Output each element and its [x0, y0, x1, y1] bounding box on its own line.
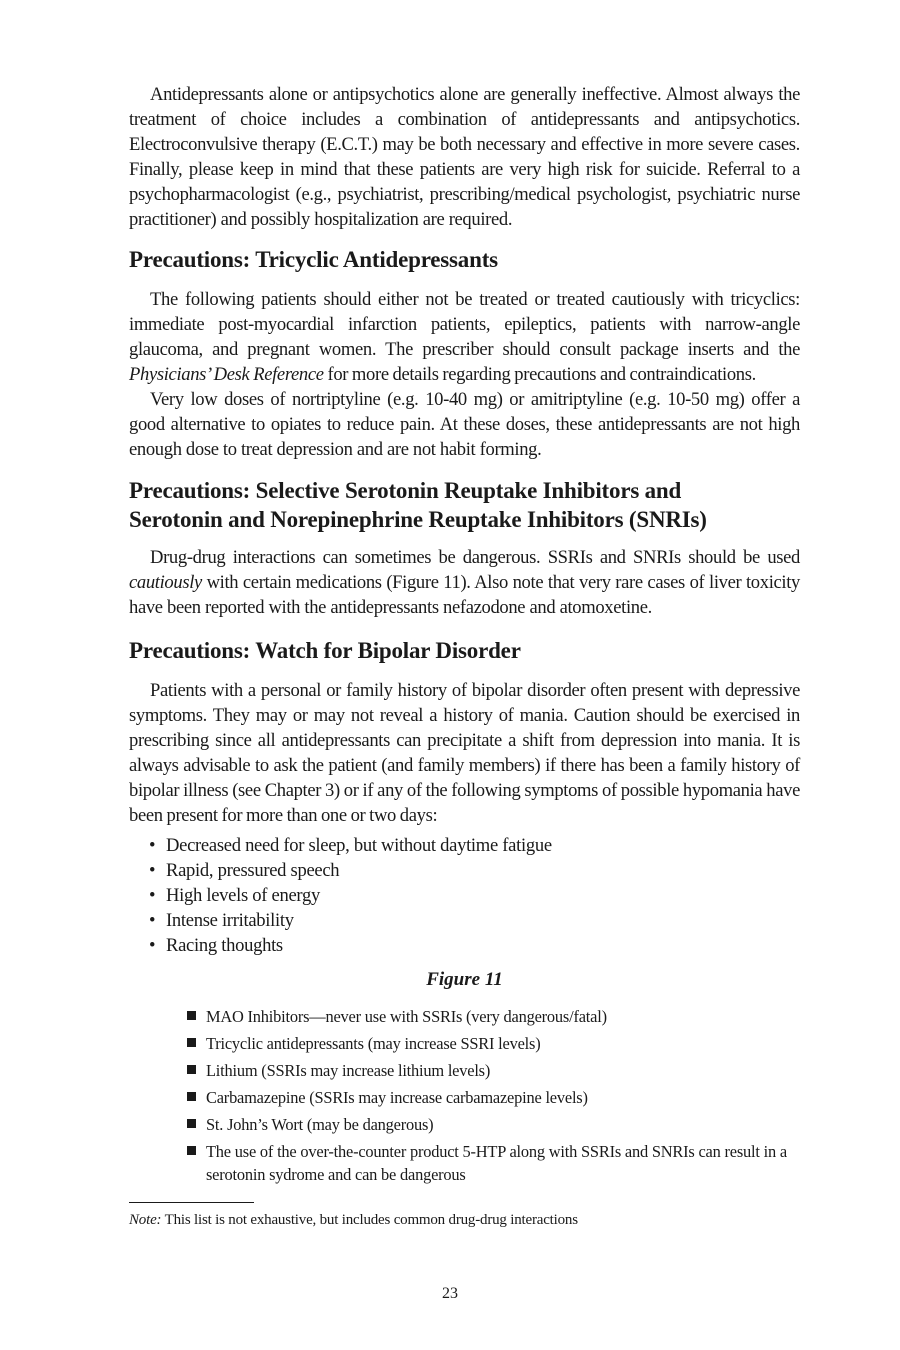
square-bullet-icon — [187, 1092, 196, 1101]
list-item-text: MAO Inhibitors—never use with SSRIs (very dangerous/fatal) — [206, 1007, 607, 1026]
bullet-icon: • — [149, 860, 156, 881]
footnote-divider — [129, 1202, 254, 1203]
tricyclic-paragraph-2: Very low doses of nortriptyline (e.g. 10-40 mg) or amitriptyline (e.g. 10-50 mg) offer a good alternative to opiates to reduce pain. At these doses, these antidepressants are not high enough dose to treat depression and are not habit forming. — [129, 389, 800, 460]
figure-note — [129, 1210, 800, 1230]
square-bullet-icon — [187, 1146, 196, 1155]
list-item — [187, 1086, 800, 1109]
bullet-icon: • — [149, 835, 156, 856]
list-item-text: Lithium (SSRIs may increase lithium levels) — [206, 1061, 491, 1080]
page-body — [129, 82, 800, 1230]
ssri-para-text: Drug-drug interactions can sometimes be dangerous. SSRIs and SNRIs should be used — [150, 547, 800, 568]
cautiously-italic: cautiously — [129, 572, 202, 593]
tricyclic-para1-text-end: for more details regarding precautions and contraindications. — [323, 364, 756, 385]
bullet-icon: • — [149, 910, 156, 931]
figure-title: Figure 11 — [426, 969, 503, 990]
square-bullet-icon — [187, 1038, 196, 1047]
heading-bipolar: Precautions: Watch for Bipolar Disorder — [129, 638, 521, 663]
heading-ssri-snri — [129, 476, 800, 534]
list-item — [187, 1059, 800, 1082]
list-item-text: Carbamazepine (SSRIs may increase carbamazepine levels) — [206, 1088, 588, 1107]
square-bullet-icon — [187, 1065, 196, 1074]
list-item-text: Decreased need for sleep, but without daytime fatigue — [166, 835, 552, 856]
list-item-text: Racing thoughts — [166, 935, 283, 956]
list-item — [187, 1005, 800, 1028]
list-item-text: Rapid, pressured speech — [166, 860, 340, 881]
list-item — [187, 1113, 800, 1136]
bipolar-paragraph: Patients with a personal or family history of bipolar disorder often present with depressive symptoms. They may or may not reveal a history of mania. Caution should be exercised in prescribing since all antidepressants can precipitate a shift from depression into mania. It is always advisable to ask the patient (and family members) if there has been a family history of bipolar illness (see Chapter 3) or if any of the following symptoms of possible hypomania have been present for more than one or two days: — [129, 680, 800, 826]
list-item-text: St. John’s Wort (may be dangerous) — [206, 1115, 434, 1134]
list-item — [187, 1140, 800, 1186]
list-item — [149, 858, 800, 883]
tricyclic-para1-text: The following patients should either not be treated or treated cautiously with tricyclics: immediate post-myocardial infarction patients, epileptics, patients with narrow-angle glaucoma, and pregnant women. The prescriber should consult package inserts and the — [129, 289, 800, 360]
list-item-text: The use of the over-the-counter product 5-HTP along with SSRIs and SNRIs can result in a serotonin sydrome and can be dangerous — [206, 1142, 787, 1184]
note-text: This list is not exhaustive, but includes common drug-drug interactions — [161, 1212, 578, 1228]
bullet-icon: • — [149, 885, 156, 906]
ssri-paragraph — [129, 545, 800, 620]
list-item-text: Tricyclic antidepressants (may increase SSRI levels) — [206, 1034, 541, 1053]
intro-paragraph: Antidepressants alone or antipsychotics alone are generally ineffective. Almost always the treatment of choice includes a combination of antidepressants and antipsychotics. Electroconvulsive therapy (E.C.T.) may be both necessary and effective in more severe cases. Finally, please keep in mind that these patients are very high risk for suicide. Referral to a psychopharmacologist (e.g., psychiatrist, prescribing/medical psychologist, psychiatric nurse practitioner) and possibly hospitalization are required. — [129, 84, 800, 230]
ssri-para-text-end: with certain medications (Figure 11). Also note that very rare cases of liver toxicity have been reported with the antidepressants nefazodone and atomoxetine. — [129, 572, 800, 618]
list-item-text: High levels of energy — [166, 885, 320, 906]
heading-ssri-line1: Precautions: Selective Serotonin Reuptake Inhibitors and — [129, 478, 682, 503]
square-bullet-icon — [187, 1119, 196, 1128]
note-label: Note: — [129, 1212, 162, 1228]
tricyclic-paragraph-1 — [129, 287, 800, 387]
list-item — [187, 1032, 800, 1055]
pdr-reference-italic: Physicians’ Desk Reference — [129, 364, 324, 385]
hypomania-symptom-list — [129, 833, 800, 958]
heading-tricyclic: Precautions: Tricyclic Antidepressants — [129, 247, 498, 272]
heading-ssri-line2: Serotonin and Norepinephrine Reuptake Inhibitors (SNRIs) — [129, 507, 707, 532]
list-item — [149, 908, 800, 933]
list-item — [149, 883, 800, 908]
figure-interaction-list — [129, 1005, 800, 1186]
list-item-text: Intense irritability — [166, 910, 294, 931]
list-item — [149, 933, 800, 958]
bullet-icon: • — [149, 935, 156, 956]
list-item — [149, 833, 800, 858]
square-bullet-icon — [187, 1011, 196, 1020]
page-number: 23 — [442, 1285, 458, 1302]
